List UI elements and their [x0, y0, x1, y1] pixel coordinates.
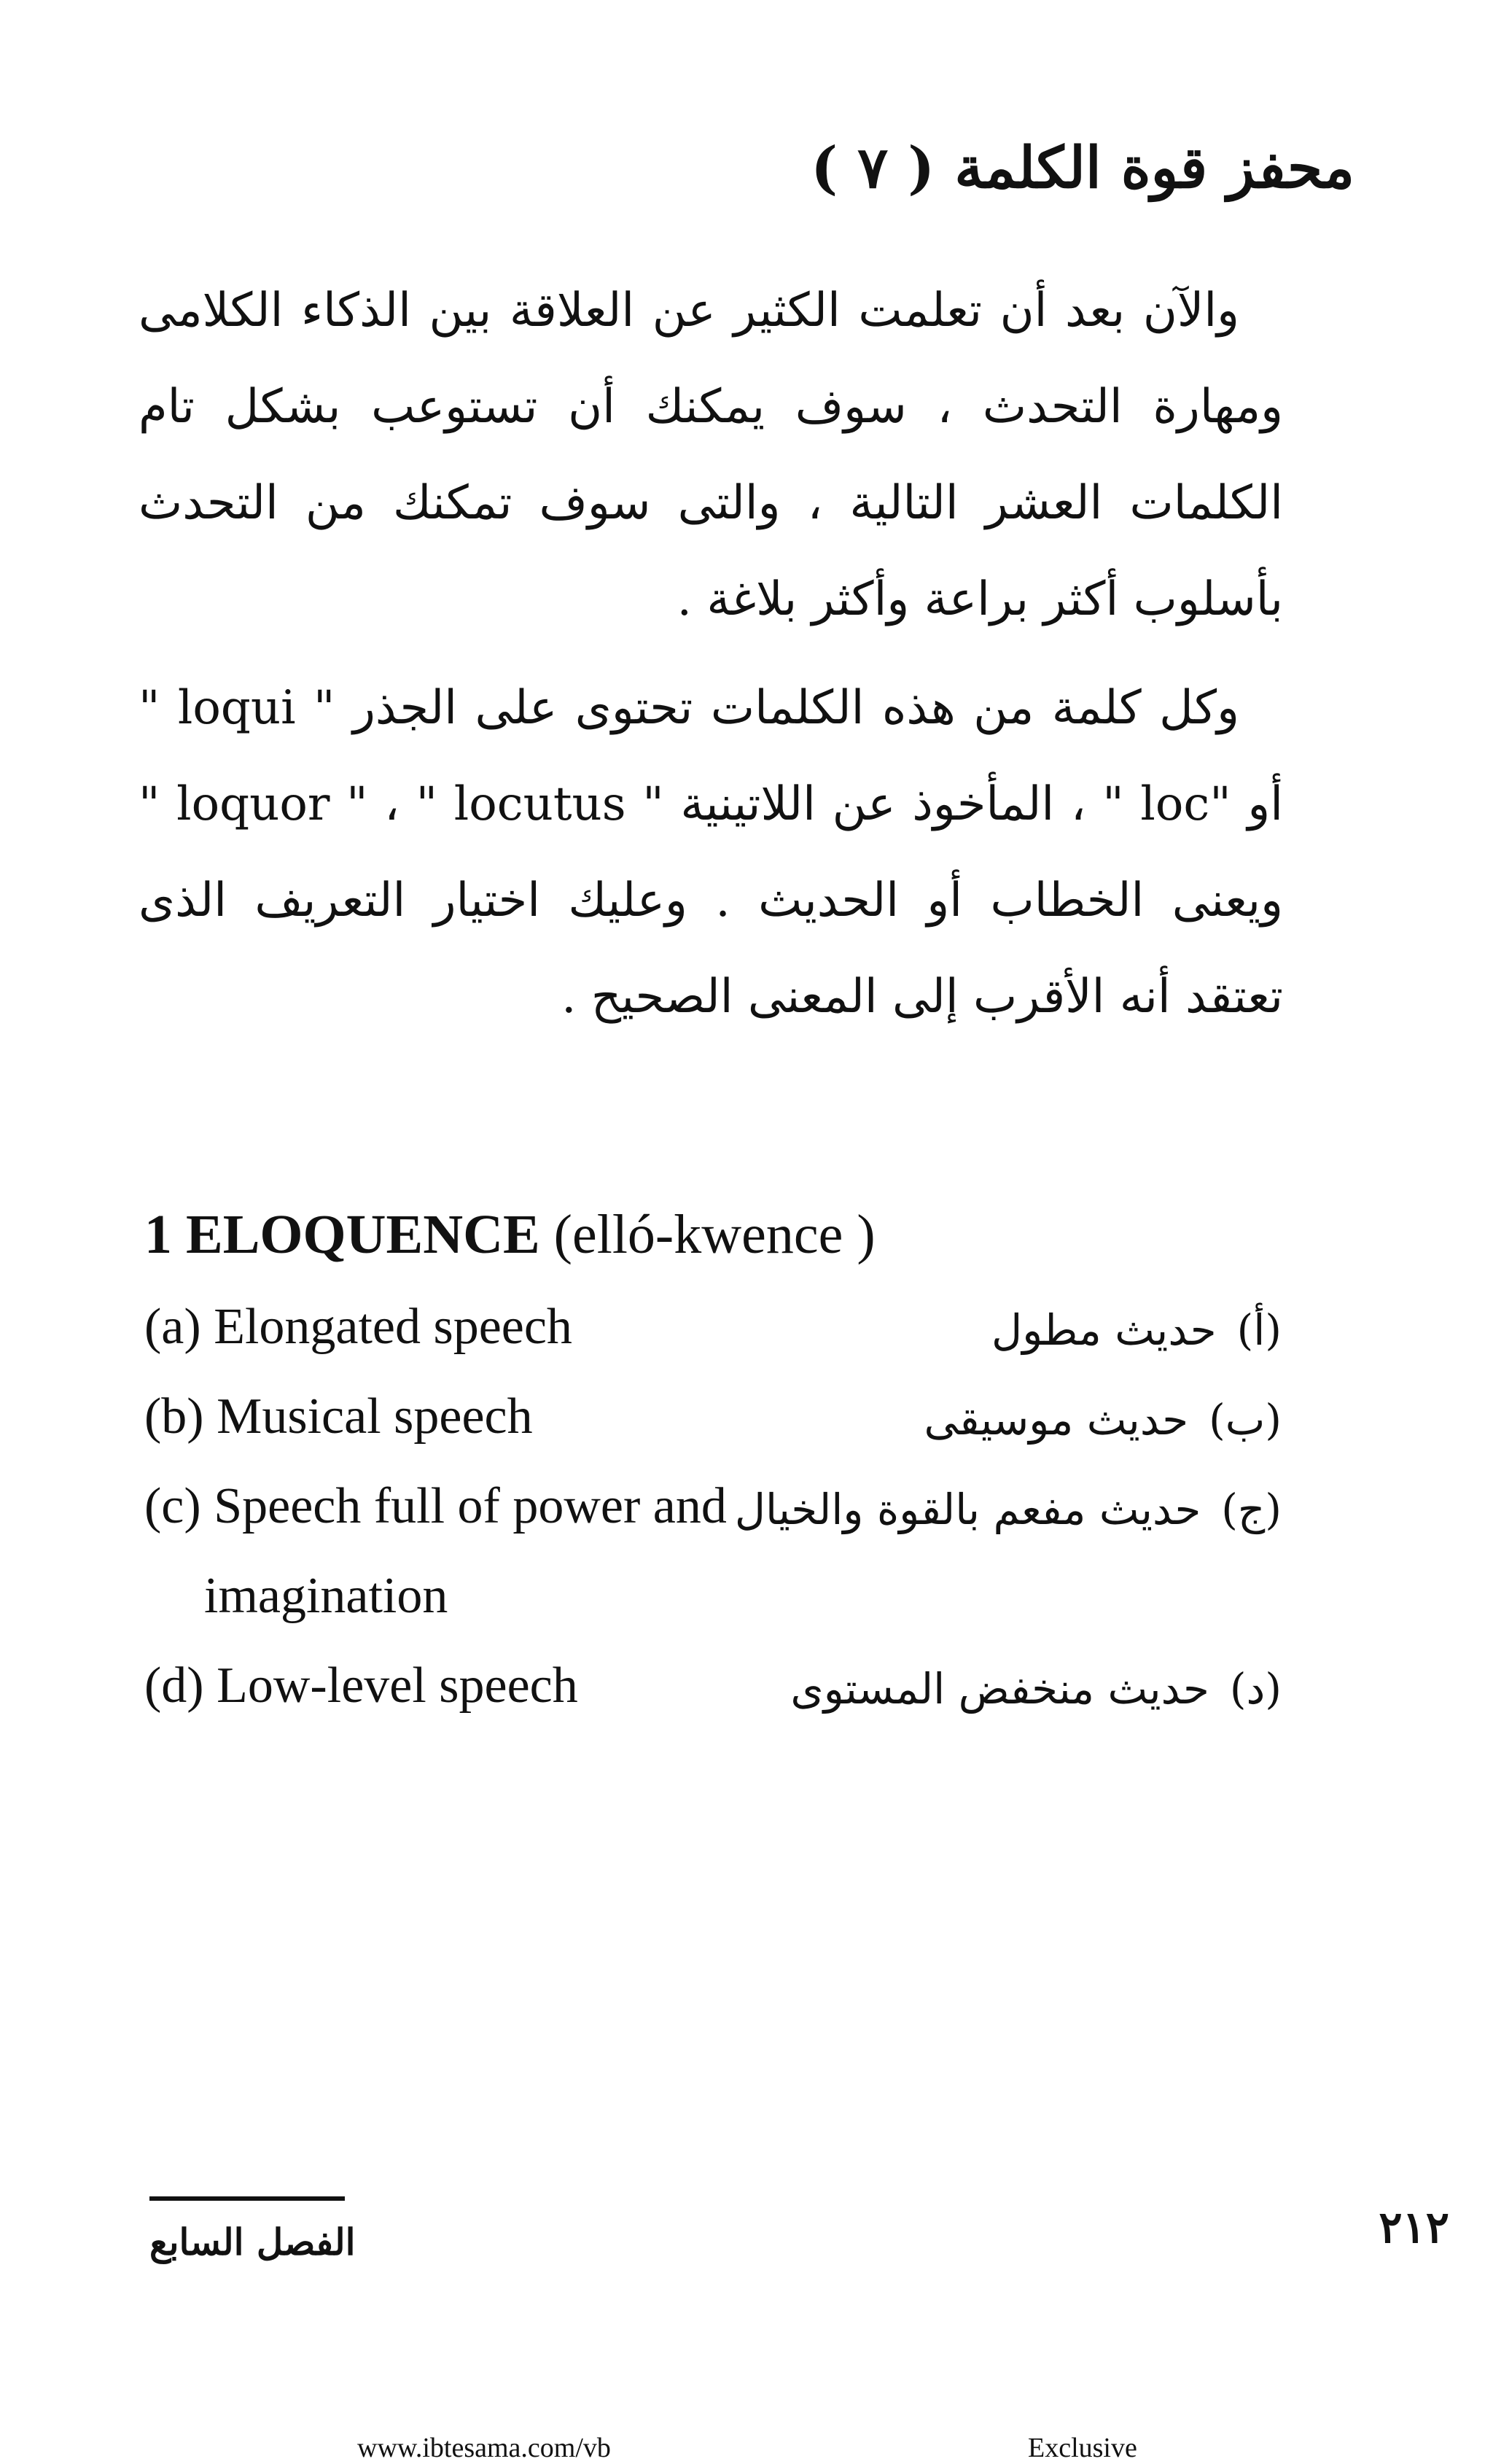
chapter-label: الفصل السابع [149, 2220, 356, 2263]
option-c-arabic-letter: (ج) [1221, 1485, 1282, 1534]
option-a-arabic [991, 1305, 1282, 1355]
page-title: محفز قوة الكلمة ( ٧ ) [811, 135, 1354, 201]
option-c-arabic-text: حديث مفعم بالقوة والخيال [734, 1485, 1201, 1534]
option-a-arabic-text: حديث مطول [991, 1305, 1217, 1355]
option-c-english-continued [144, 1567, 448, 1625]
option-c-arabic [735, 1485, 1282, 1534]
root-paragraph-text: وكل كلمة من هذه الكلمات تحتوى على الجذر " loqui " أو "loc " ، المأخوذ عن اللاتينية " loquor " ، " locutus " ويعنى الخطاب أو الحديث . وعليك اختيار التعريف الذى تعتقد أنه الأقرب إلى المعنى الصحيح . [139, 681, 1284, 1024]
intro-paragraph-text: والآن بعد أن تعلمت الكثير عن العلاقة بين الذكاء الكلامى ومهارة التحدث ، سوف يمكنك أن تستوعب بشكل تام الكلمات العشر التالية ، والتى سوف تمكنك من التحدث بأسلوب أكثر براعة وأكثر بلاغة . [139, 284, 1283, 626]
option-b-arabic [924, 1395, 1282, 1445]
option-d-english: (d) Low-level speech [144, 1657, 578, 1714]
option-b-arabic-letter: (ب) [1209, 1395, 1282, 1445]
question-pronunciation: (elló-kwence ) [553, 1204, 876, 1265]
footer-tag: Exclusive [1028, 2433, 1137, 2463]
intro-paragraph [139, 263, 1283, 648]
option-d-arabic-text: حديث منخفض المستوى [790, 1664, 1209, 1714]
option-c-continuation: imagination [204, 1568, 448, 1624]
option-a-arabic-letter: (أ) [1236, 1305, 1282, 1355]
question-heading [144, 1203, 876, 1267]
option-a-english: (a) Elongated speech [144, 1299, 572, 1355]
chapter-divider [149, 2196, 345, 2201]
page-number: ٢١٢ [1379, 2202, 1449, 2253]
option-b-arabic-text: حديث موسيقى [924, 1395, 1189, 1445]
question-word: 1 ELOQUENCE [144, 1204, 540, 1265]
option-b-english: (b) Musical speech [144, 1388, 533, 1445]
option-c-english: (c) Speech full of power and [144, 1478, 727, 1534]
option-d-arabic [790, 1664, 1282, 1714]
footer-url: www.ibtesama.com/vb [357, 2433, 611, 2463]
root-paragraph [139, 660, 1283, 1045]
option-d-arabic-letter: (د) [1229, 1664, 1282, 1714]
